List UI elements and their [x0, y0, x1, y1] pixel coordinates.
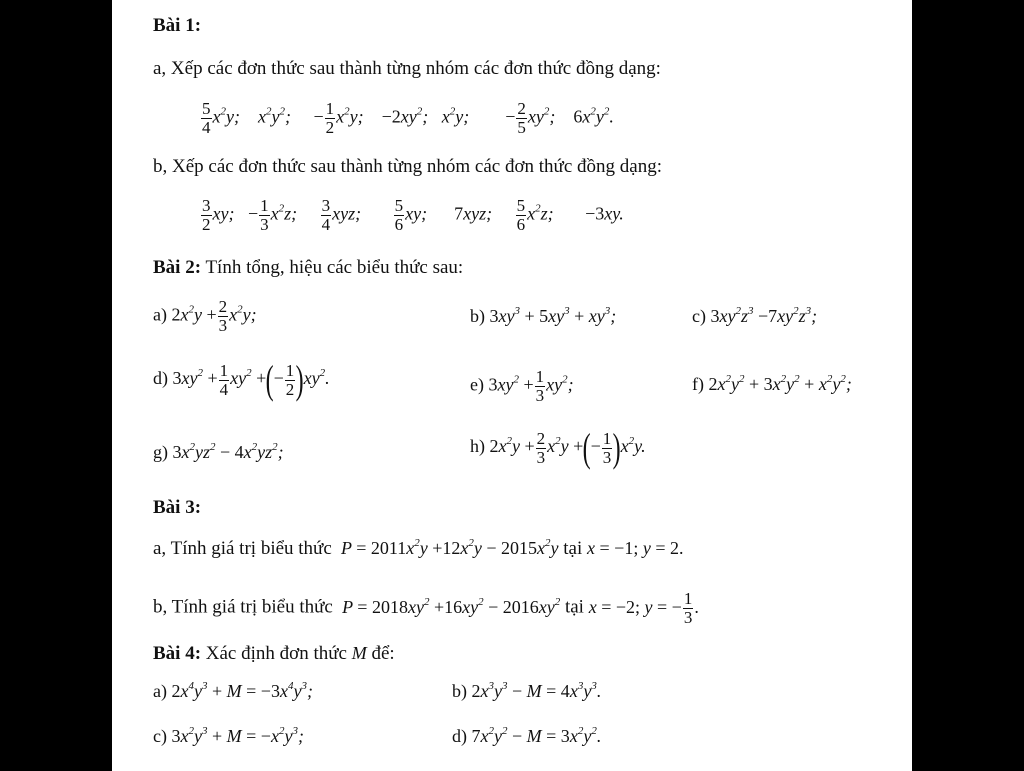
bai4-label-a: a)	[153, 681, 167, 701]
bai1-a-monomials: $\frac{5}{4}$ $x^2y$; $x^2y^2$; − $\frac{1}{2}$ $x^2y$; $-2xy^2$; $x^2y$; − $\frac{2}{5}$ $xy^2$; $6x^2y^2$.	[202, 99, 614, 137]
bai4-text: Xác định đơn thức	[201, 643, 347, 664]
bai4-c: c) $3x^2y^3 + M = -x^2y^3$;	[153, 725, 304, 746]
bai1-title: Bài 1:	[153, 15, 202, 36]
bai3-a: a, Tính giá trị biểu thức $P = 2011x^2y +12x^2y - 2015x^2y$ tại x = −1; y = 2.	[153, 537, 684, 559]
bai4-M: M	[351, 643, 367, 663]
bai4-heading	[153, 641, 395, 666]
bai2-h: h) $2x^2y$ + $\frac{2}{3}$ $x^2y$ +(− $\frac{1}{3}$ )$x^2y$.	[470, 425, 646, 470]
bai2-e: e) $3xy^2$ + $\frac{1}{3}$ $xy^2$;	[470, 367, 574, 405]
bai1-b-text: b, Xếp các đơn thức sau thành từng nhóm các đơn thức đồng dạng:	[153, 156, 662, 177]
bai2-label-d: d)	[153, 368, 168, 389]
bai2-label-b: b)	[470, 306, 485, 326]
bai1-a-text: a, Xếp các đơn thức sau thành từng nhóm các đơn thức đồng dạng:	[153, 58, 661, 79]
bai3-a-tai: tại	[563, 538, 583, 559]
bai2-f: f) $2x^2y^2 + 3x^2y^2 + x^2y^2$;	[692, 373, 852, 394]
bai4-label-d: d)	[452, 726, 467, 746]
bai3-title: Bài 3:	[153, 497, 202, 518]
bai4-title: Bài 4:	[153, 643, 202, 664]
bai4-label-b: b)	[452, 681, 467, 701]
bai2-label-c: c)	[692, 306, 706, 326]
bai2-label-g: g)	[153, 442, 168, 462]
bai4-de: để:	[371, 643, 395, 664]
bai2-heading	[153, 256, 463, 280]
bai2-text: Tính tổng, hiệu các biểu thức sau:	[201, 257, 464, 278]
bai4-b: b) $2x^3y^3 - M = 4x^3y^3$.	[452, 680, 602, 701]
bai2-b: b) $3xy^3 + 5xy^3 + xy^3$;	[470, 305, 617, 326]
bai4-label-c: c)	[153, 726, 167, 746]
bai4-a: a) $2x^4y^3 + M = -3x^4y^3$;	[153, 680, 313, 701]
bai2-a: a) $2x^2y$ + $\frac{2}{3}$ $x^2y$;	[153, 297, 257, 335]
document-page	[112, 0, 912, 771]
bai3-b-text: b, Tính giá trị biểu thức	[153, 596, 333, 618]
bai2-c: c) $3xy^2z^3 -7xy^2z^3$;	[692, 305, 818, 326]
bai2-title: Bài 2:	[153, 257, 202, 278]
bai2-label-e: e)	[470, 374, 484, 395]
bai1-b-monomials: $\frac{3}{2}$ xy; − $\frac{1}{3}$ $x^2z$; $\frac{3}{4}$ xyz; $\frac{5}{6}$ xy; 7xyz; $\frac{5}{6}$ $x^2z$; −3xy.	[202, 196, 624, 234]
bai2-label-h: h)	[470, 436, 485, 457]
bai2-d: d) $3xy^2$ + $\frac{1}{4}$ $xy^2$ +(− $\frac{1}{2}$ )$xy^2$.	[153, 357, 330, 402]
bai4-d: d) $7x^2y^2 - M = 3x^2y^2$.	[452, 725, 602, 746]
bai3-b: b, Tính giá trị biểu thức $P = 2018xy^2 +16xy^2 - 2016xy^2$ tại x = −2; y = − $\frac{1}{3}$ .	[153, 589, 699, 627]
bai2-label-a: a)	[153, 304, 167, 325]
bai2-label-f: f)	[692, 374, 704, 394]
bai3-b-tai: tại	[564, 596, 584, 618]
bai2-g: g) $3x^2yz^2 - 4x^2yz^2$;	[153, 441, 284, 462]
bai3-a-text: a, Tính giá trị biểu thức	[153, 538, 332, 559]
